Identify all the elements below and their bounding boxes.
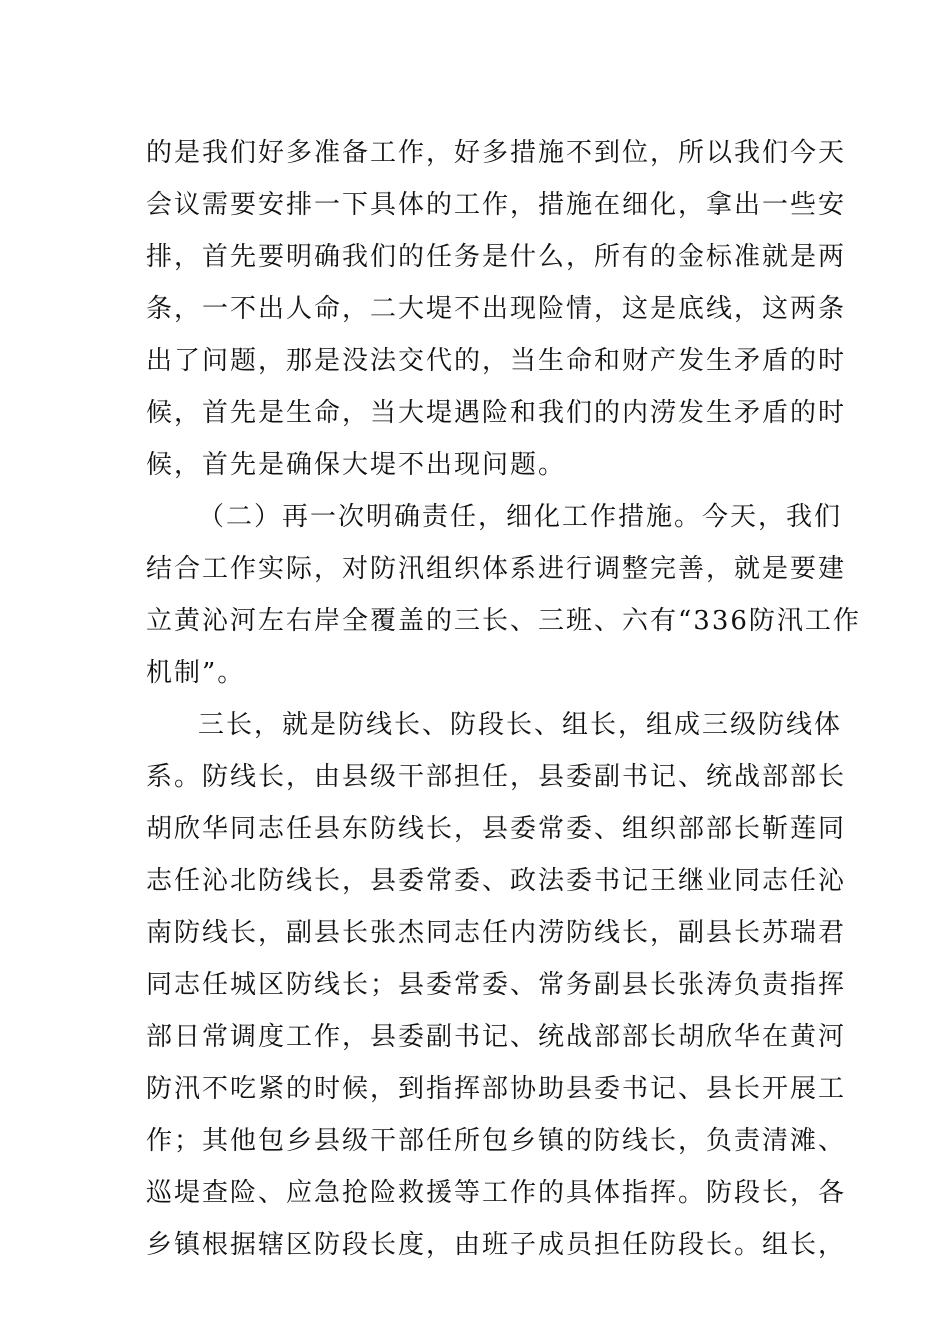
text-line: 志任沁北防线长，县委常委、政法委书记王继业同志任沁 <box>146 866 847 896</box>
text-line: 候，首先是生命，当大堤遇险和我们的内涝发生矛盾的时 <box>146 398 847 428</box>
text-line: 候，首先是确保大堤不出现问题。 <box>146 450 567 480</box>
text-line: 三长，就是防线长、防段长、组长，组成三级防线体 <box>198 710 843 740</box>
text-line: 防汛不吃紧的时候，到指挥部协助县委书记、县长开展工 <box>146 1074 847 1104</box>
text-line: 部日常调度工作，县委副书记、统战部部长胡欣华在黄河 <box>146 1022 847 1052</box>
text-line: 同志任城区防线长；县委常委、常务副县长张涛负责指挥 <box>146 970 847 1000</box>
text-line: 结合工作实际，对防汛组织体系进行调整完善，就是要建 <box>146 554 847 584</box>
text-line: 的是我们好多准备工作，好多措施不到位，所以我们今天 <box>146 138 847 168</box>
text-line: 排，首先要明确我们的任务是什么，所有的金标准就是两 <box>146 242 847 272</box>
text-line: 巡堤查险、应急抢险救援等工作的具体指挥。防段长，各 <box>146 1178 847 1208</box>
text-line: 条，一不出人命，二大堤不出现险情，这是底线，这两条 <box>146 294 847 324</box>
text-line: 作；其他包乡县级干部任所包乡镇的防线长，负责清滩、 <box>146 1126 847 1156</box>
paragraph-3 <box>146 699 847 1271</box>
text-line: 会议需要安排一下具体的工作，措施在细化，拿出一些安 <box>146 190 847 220</box>
text-line: 立黄沁河左右岸全覆盖的三长、三班、六有“336防汛工作 <box>146 606 861 636</box>
text-line: 系。防线长，由县级干部担任，县委副书记、统战部部长 <box>146 762 847 792</box>
text-line: 机制”。 <box>146 658 246 688</box>
paragraph-1 <box>146 127 847 491</box>
text-line: 出了问题，那是没法交代的，当生命和财产发生矛盾的时 <box>146 346 847 376</box>
text-line: （二）再一次明确责任，细化工作措施。今天，我们 <box>198 502 843 532</box>
paragraph-2 <box>146 491 861 699</box>
text-line: 南防线长，副县长张杰同志任内涝防线长，副县长苏瑞君 <box>146 918 847 948</box>
text-line: 胡欣华同志任县东防线长，县委常委、组织部部长靳莲同 <box>146 814 847 844</box>
text-line: 乡镇根据辖区防段长度，由班子成员担任防段长。组长， <box>146 1230 847 1260</box>
